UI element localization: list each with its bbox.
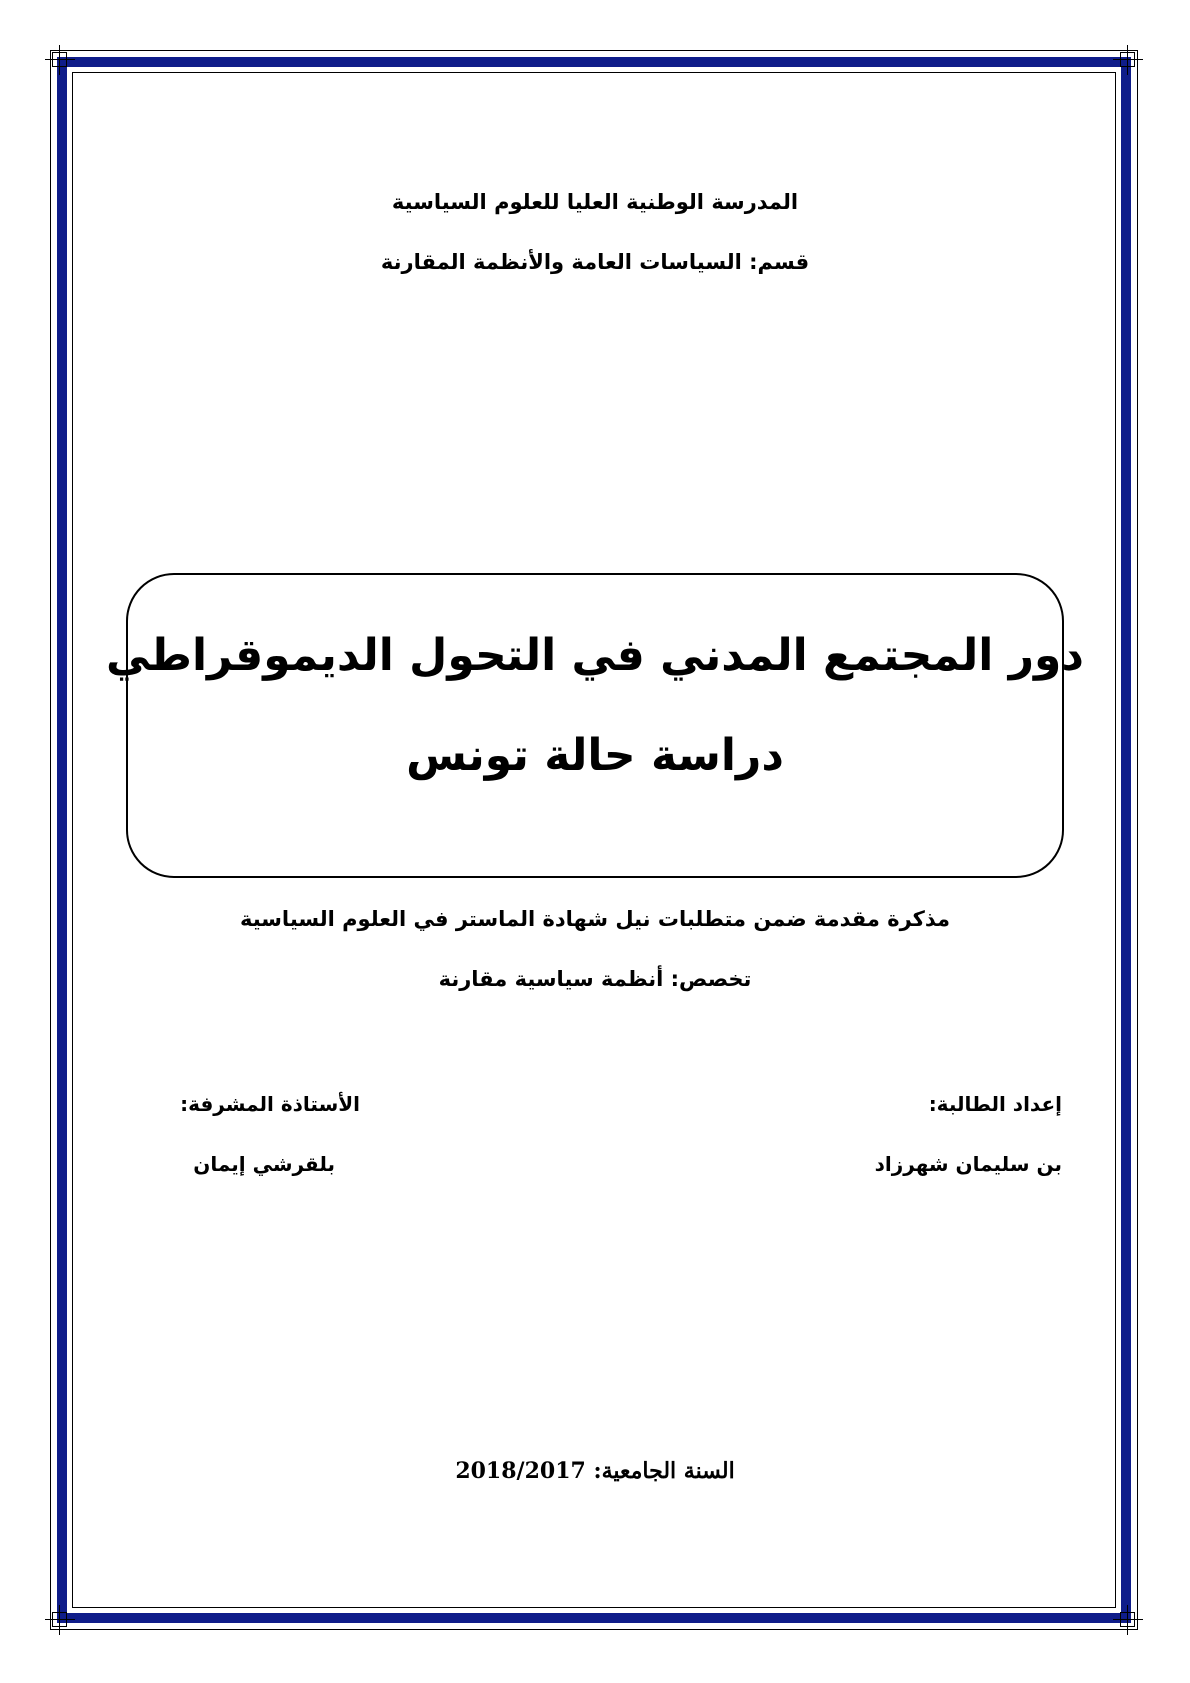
- corner-ornament-icon: [1113, 45, 1143, 75]
- supervisor-label: الأستاذة المشرفة:: [180, 1092, 360, 1116]
- student-label: إعداد الطالبة:: [928, 1092, 1062, 1116]
- corner-ornament-icon: [1113, 1605, 1143, 1635]
- title-box: [126, 573, 1064, 878]
- corner-ornament-icon: [45, 45, 75, 75]
- memo-statement: مذكرة مقدمة ضمن متطلبات نيل شهادة الماستر في العلوم السياسية: [239, 907, 951, 931]
- thesis-title: دور المجتمع المدني في التحول الديموقراطي: [106, 630, 1084, 681]
- supervisor-name: بلقرشي إيمان: [193, 1152, 335, 1176]
- academic-year: السنة الجامعية: 2018/2017: [455, 1458, 735, 1484]
- department-name: قسم: السياسات العامة والأنظمة المقارنة: [380, 250, 810, 274]
- specialization: تخصص: أنظمة سياسية مقارنة: [438, 967, 752, 991]
- corner-ornament-icon: [45, 1605, 75, 1635]
- school-name: المدرسة الوطنية العليا للعلوم السياسية: [391, 190, 799, 214]
- student-name: بن سليمان شهرزاد: [874, 1152, 1062, 1176]
- thesis-subtitle: دراسة حالة تونس: [406, 730, 784, 781]
